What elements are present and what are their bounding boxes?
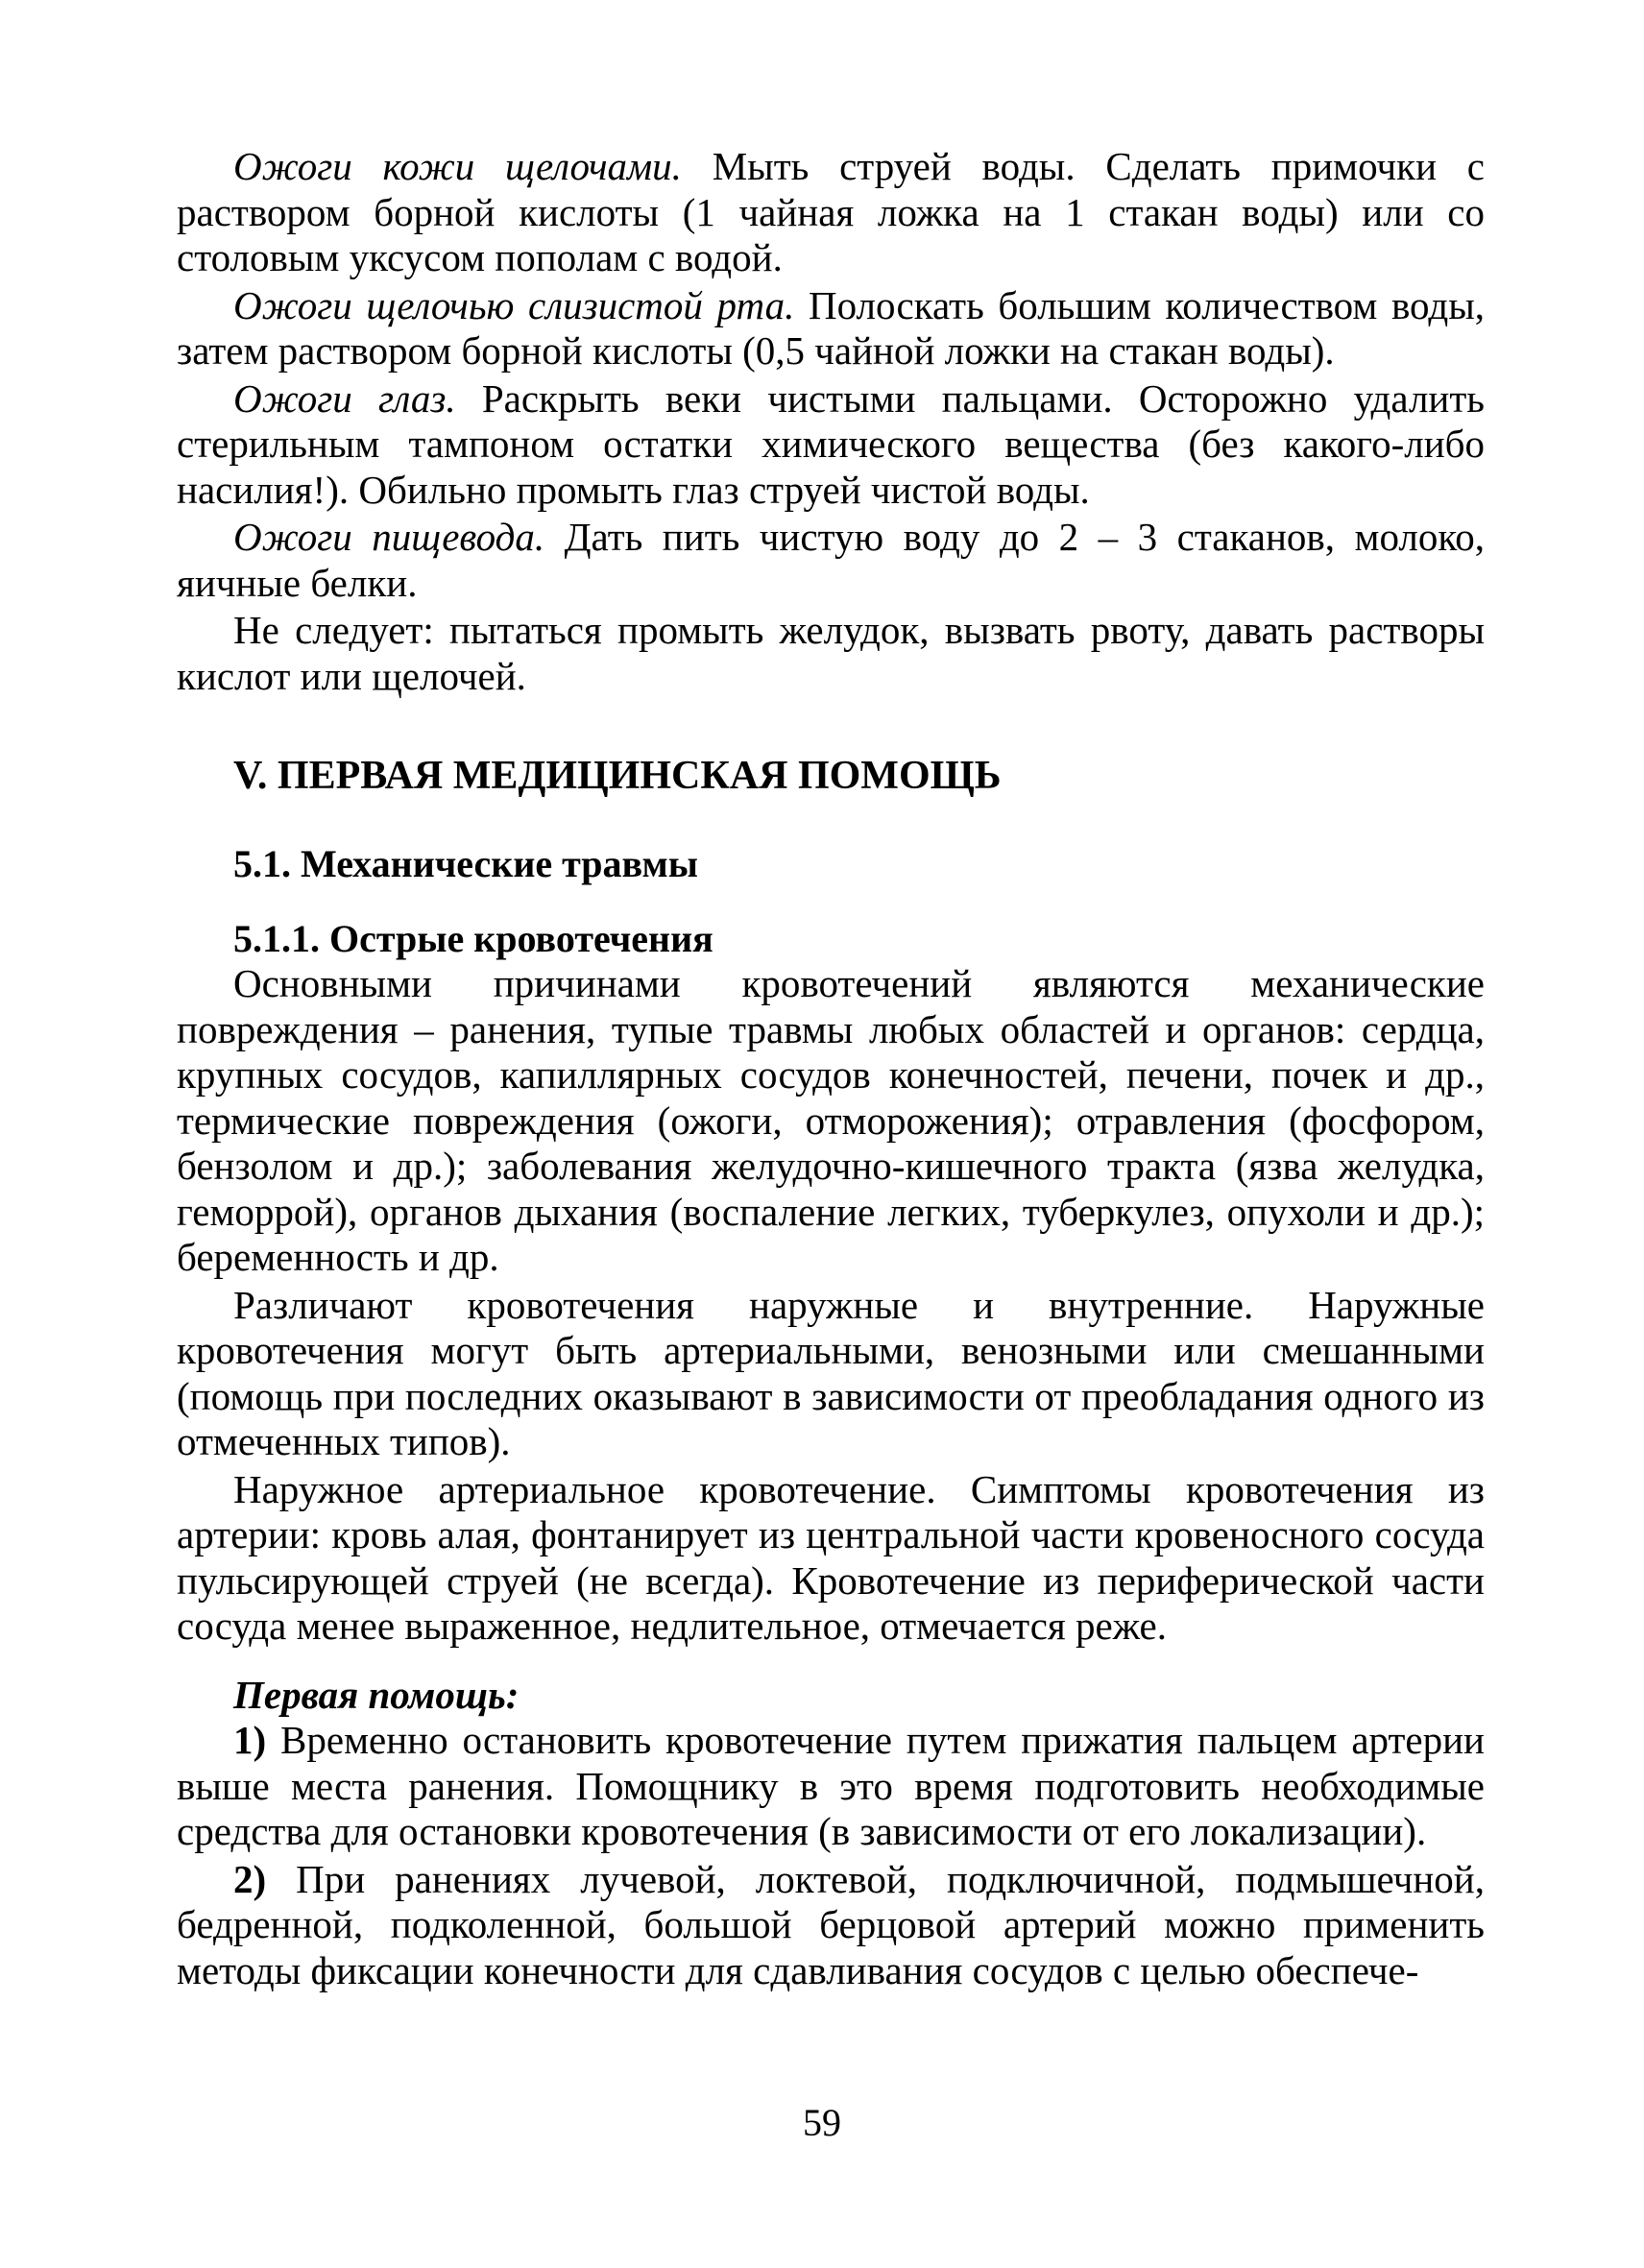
paragraph-alkali-skin-burns bbox=[177, 144, 1485, 281]
paragraph-do-not bbox=[177, 608, 1485, 699]
paragraph-lead: Ожоги глаз. bbox=[233, 375, 456, 421]
paragraph-text: Раскрыть веки чистыми пальцами. Осторожно удалить стерильным тампоном остатки химического вещества (без какого-либо насилия!). Обильно промыть глаз струей чистой воды. bbox=[177, 375, 1485, 512]
paragraph-text: Полоскать большим количеством воды, затем раствором борной кислоты (0,5 чайной ложки на стакан воды). bbox=[177, 282, 1485, 373]
step-number: 1) bbox=[233, 1718, 267, 1762]
subsection-title: 5.1.1. Острые кровотечения bbox=[233, 916, 713, 960]
step-text: При ранениях лучевой, локтевой, подключичной, подмышечной, бедренной, подколенной, большой берцовой артерий можно применить методы фиксации конечности для сдавливания сосудов с целью обеспече- bbox=[177, 1856, 1485, 1992]
paragraph-arterial-bleeding: Наружное артериальное кровотечение. Симптомы кровотечения из артерии: кровь алая, фонтанирует из центральной части кровеносного сосуда пульсирующей струей (не всегда). Кровотечение из периферической части сосуда менее выраженное, недлительное, отмечается реже. bbox=[177, 1466, 1485, 1648]
first-aid-title: Первая помощь: bbox=[233, 1672, 520, 1717]
paragraph-esophagus-burns bbox=[177, 515, 1485, 606]
chapter-title: V. ПЕРВАЯ МЕДИЦИНСКАЯ ПОМОЩЬ bbox=[233, 754, 1002, 798]
page-number: 59 bbox=[803, 2101, 841, 2144]
paragraph-bleeding-causes: Основными причинами кровотечений являются механические повреждения – ранения, тупые травмы любых областей и органов: сердца, крупных сосудов, капиллярных сосудов конечностей, печени, почек и др., термические повреждения (ожоги, отморожения); отравления (фосфором, бензолом и др.); заболевания желудочно-кишечного тракта (язва желудка, геморрой), органов дыхания (воспаление легких, туберкулез, опухоли и др.); беременность и др. bbox=[177, 961, 1485, 1279]
first-aid-step bbox=[177, 1718, 1485, 1855]
paragraph-alkali-mouth-burns bbox=[177, 283, 1485, 374]
first-aid-step bbox=[177, 1857, 1485, 1994]
paragraph-lead: Ожоги пищевода. bbox=[233, 515, 545, 559]
paragraph-bleeding-types: Различают кровотечения наружные и внутренние. Наружные кровотечения могут быть артериальными, венозными или смешанными (помощь при последних оказывают в зависимости от преобладания одного из отмеченных типов). bbox=[177, 1282, 1485, 1463]
paragraph-eye-burns bbox=[177, 376, 1485, 514]
paragraph-text: Мыть струей воды. Сделать примочки с раствором борной кислоты (1 чайная ложка на 1 стакан воды) или со столовым уксусом пополам с водой. bbox=[177, 144, 1485, 279]
paragraph-text: Дать пить чистую воду до 2 – 3 стаканов, молоко, яичные белки. bbox=[177, 515, 1485, 605]
paragraph-text: Не следует: пытаться промыть желудок, вызвать рвоту, давать растворы кислот или щелочей. bbox=[177, 608, 1485, 698]
document-page bbox=[177, 144, 1485, 1995]
step-text: Временно остановить кровотечение путем прижатия пальцем артерии выше места ранения. Помощнику в это время подготовить необходимые средства для остановки кровотечения (в зависимости от его локализации). bbox=[177, 1718, 1485, 1853]
step-number: 2) bbox=[233, 1856, 267, 1901]
paragraph-lead: Ожоги кожи щелочами. bbox=[233, 144, 682, 188]
section-title: 5.1. Механические травмы bbox=[233, 842, 698, 885]
paragraph-lead: Ожоги щелочью слизистой рта. bbox=[233, 282, 795, 327]
